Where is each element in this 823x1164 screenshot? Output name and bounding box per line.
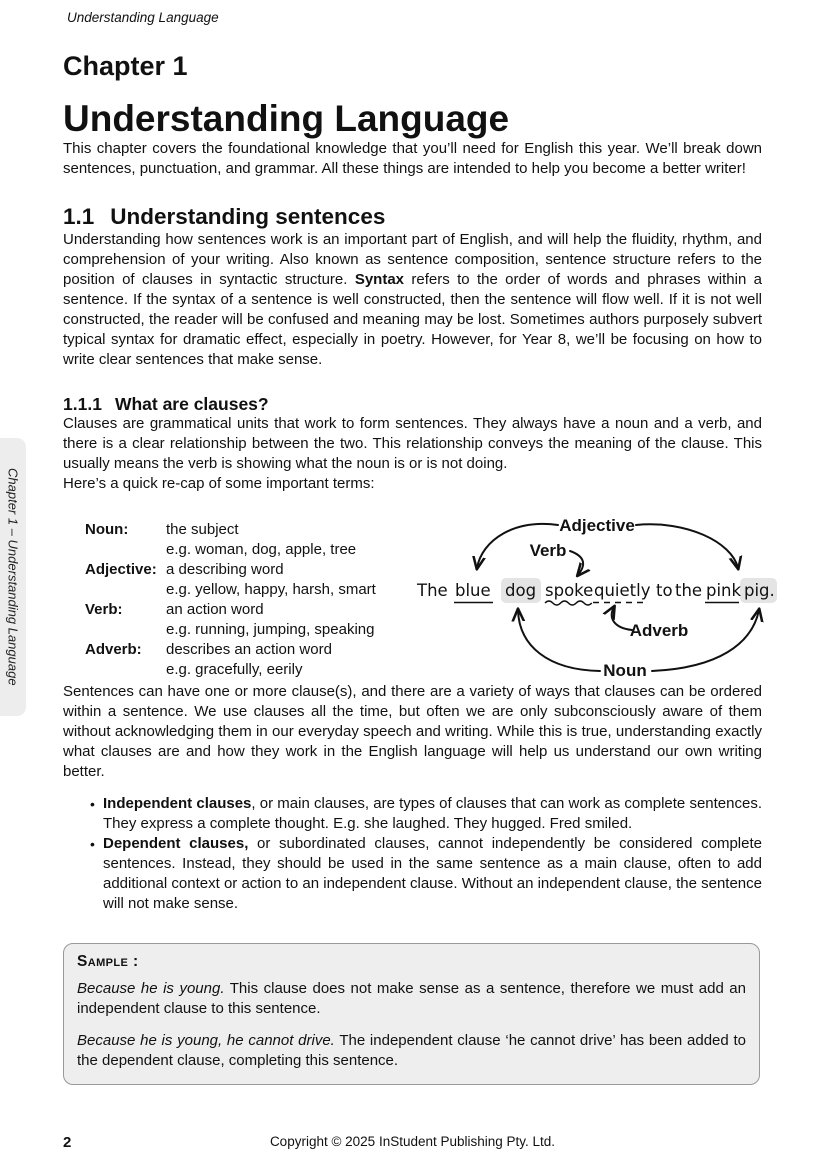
clauses-definition-paragraph: Clauses are grammatical units that work to form sentences. They always have a noun and a verb, and there is a clear relationship between the two. This relationship conveys the meaning of the clause. This usually means the verb is showing what the noun is or is not doing.: [63, 415, 762, 473]
page-footer: [63, 1134, 762, 1149]
verb-arrow-to-spoke: [570, 551, 583, 575]
section-1-1-heading: [63, 204, 762, 230]
chapter-number-heading: Chapter 1: [63, 51, 188, 81]
diagram-label-noun: Noun: [603, 661, 647, 681]
subsection-number: 1.1.1: [63, 394, 102, 415]
diagram-word-pig: pig.: [744, 581, 775, 601]
term-example: e.g. yellow, happy, harsh, smart: [166, 581, 376, 599]
section-1-1-text: Understanding how sentences work is an important part of English, and will help the fluidity, rhythm, and comprehension of your writing. Also known as sentence composition, sentence structure refers to the position of clauses in syntactic structure.: [63, 231, 762, 289]
diagram-word-spoke: spoke: [545, 581, 594, 601]
term-label: Verb:: [85, 601, 123, 619]
sample-paragraph-1: [77, 979, 746, 1019]
clause-types-list: [63, 794, 762, 914]
sample-2-explanation: The independent clause ‘he cannot drive’ has been added to the dependent clause, completing this sentence.: [77, 1032, 746, 1070]
diagram-label-adverb: Adverb: [629, 621, 689, 641]
chapter-intro-paragraph: This chapter covers the foundational knowledge that you’ll need for English this year. We’ll break down sentences, punctuation, and grammar. All these things are intended to help you become a better writer!: [63, 140, 762, 178]
dependent-clauses-text: or subordinated clauses, cannot independently be considered complete sentences. Instead, they should be used in the same sentence as a main clause, often to add additional context or action to an independent clause. Without an independent clause, the sentence will not make sense.: [103, 835, 762, 913]
term-label: Noun:: [85, 521, 129, 539]
running-header: Understanding Language: [67, 10, 219, 25]
dependent-clauses-item: [63, 834, 762, 914]
chapter-side-tab: [0, 438, 26, 716]
independent-clauses-item: [63, 794, 762, 834]
sample-2-italic-clause: Because he is young, he cannot drive.: [77, 1032, 335, 1050]
dependent-clauses-term: Dependent clauses,: [103, 835, 249, 853]
page-content: [63, 0, 775, 1085]
independent-clauses-term: Independent clauses: [103, 795, 252, 813]
clauses-ordering-paragraph: Sentences can have one or more clause(s), and there are a variety of ways that clauses can be ordered within a sentence. We use clauses all the time, but often we are only subconsciously aware of them without acknowledging them in our everyday speech and writing. While this is true, understanding exactly what clauses are and how they work in the English language will help us understand our own writing better.: [63, 683, 762, 781]
sample-box-label: Sample :: [77, 953, 139, 971]
section-1-1-paragraph: [63, 230, 762, 370]
section-number: 1.1: [63, 204, 95, 230]
chapter-side-tab-label: Chapter 1 – Understanding Language: [5, 468, 21, 686]
diagram-label-adjective: Adjective: [559, 516, 635, 536]
term-example: e.g. gracefully, eerily: [166, 661, 303, 679]
sample-paragraph-2: [77, 1031, 746, 1071]
diagram-word-quietly: quietly: [594, 581, 651, 601]
section-1-1-1-heading: [63, 394, 762, 414]
term-definition: an action word: [166, 601, 264, 619]
diagram-word-pink: pink: [706, 581, 742, 601]
diagram-word-blue: blue: [455, 581, 491, 601]
diagram-word-the1: The: [417, 581, 448, 601]
term-definition: describes an action word: [166, 641, 332, 659]
term-example: e.g. running, jumping, speaking: [166, 621, 375, 639]
noun-arrow-to-pig: [652, 610, 759, 671]
sentence-parts-diagram: [412, 500, 782, 690]
copyright-line: Copyright © 2025 InStudent Publishing Pty. Ltd.: [269, 1134, 556, 1149]
term-definition: the subject: [166, 521, 239, 539]
term-label: Adverb:: [85, 641, 142, 659]
adjective-arrow-to-pink: [636, 525, 738, 569]
diagram-word-the2: the: [675, 581, 703, 601]
independent-clauses-text: , or main clauses, are types of clauses that can work as complete sentences. They express a complete thought. E.g. she laughed. They hugged. Fred smiled.: [103, 795, 763, 833]
diagram-label-verb: Verb: [529, 541, 567, 561]
sample-1-explanation: This clause does not make sense as a sentence, therefore we must add an independent clause to this sentence.: [77, 980, 746, 1018]
section-1-1-text-cont: refers to the order of words and phrases within a sentence. If the syntax of a sentence is well constructed, then the sentence will flow well. If it is not well constructed, the reader will be confused and meaning may be lost. Sometimes authors purposely subvert typical syntax for dramatic effect, especially in poetry. However, for Year 8, we’ll be focusing on how to write clear sentences that make sense.: [63, 271, 762, 369]
term-label: Adjective:: [85, 561, 157, 579]
syntax-bold-term: Syntax: [354, 271, 405, 289]
chapter-title: Understanding Language: [63, 97, 510, 139]
sample-1-italic-clause: Because he is young.: [77, 980, 225, 998]
diagram-word-to: to: [656, 581, 673, 601]
sample-box: [63, 943, 760, 1085]
terms-and-diagram-row: [63, 516, 775, 682]
subsection-title: What are clauses?: [114, 394, 269, 415]
diagram-word-dog: dog: [505, 581, 537, 601]
section-title: Understanding sentences: [110, 204, 386, 230]
noun-arrow-to-dog: [518, 610, 600, 671]
term-example: e.g. woman, dog, apple, tree: [166, 541, 357, 559]
page-number: 2: [63, 1134, 72, 1151]
term-definition: a describing word: [166, 561, 284, 579]
verb-wavy-underline: [545, 601, 592, 605]
recap-intro-line: Here’s a quick re-cap of some important terms:: [63, 475, 375, 493]
